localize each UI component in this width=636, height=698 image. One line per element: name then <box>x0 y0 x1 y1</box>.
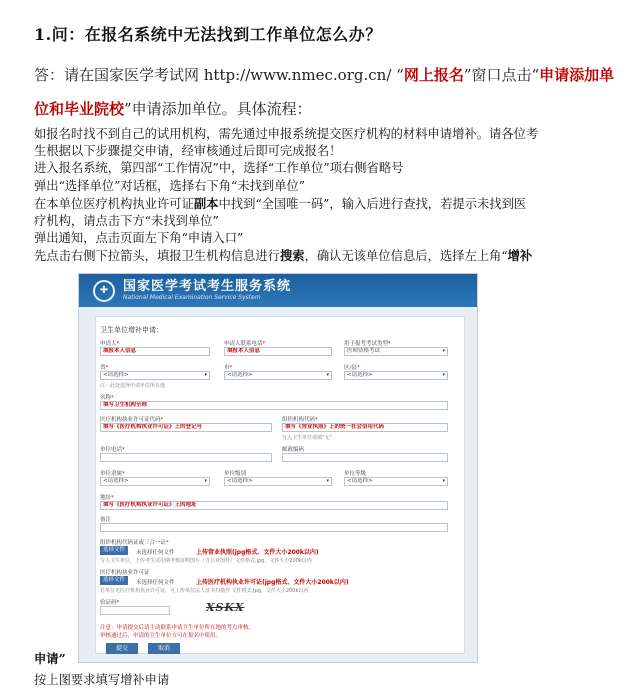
embedded-screenshot <box>78 273 478 663</box>
captcha-image[interactable]: XSKX <box>206 601 245 614</box>
step-line: 进入报名系统，第四部“工作情况”中，选择“工作单位”项右侧省略号 <box>34 161 404 176</box>
step-emphasis: 搜索 <box>279 248 305 264</box>
address-input[interactable]: 填写《医疗机构执业许可证》上的地址 <box>100 501 448 510</box>
affiliation-label: 单位隶属* <box>100 471 125 477</box>
banner-text <box>123 280 291 302</box>
license-code-input[interactable]: 填写《医疗机构执业许可证》上的登记号 <box>100 423 272 432</box>
question-title: 1.问：在报名系统中无法找到工作单位怎么办？ <box>34 25 382 44</box>
attach2-hint: 上传医疗机构执业许可证(jpg格式、文件大小200k以内) <box>196 579 349 586</box>
step-line: 如报名时找不到自己的试用机构，需先通过申报系统提交医疗机构的材料申请增补。请各位考 <box>34 127 539 141</box>
no-file-text: 未选择任何文件 <box>136 550 175 556</box>
step-line: 疗机构，请点击下方“未找到单位” <box>34 214 219 229</box>
continuation-text: 申请” <box>34 651 66 666</box>
step-line: 生根据以下步骤提交申请，经审核通过后即可完成报名！ <box>34 144 342 159</box>
level-label: 单位级别 <box>224 471 247 477</box>
org-code-input[interactable]: 填写《营业执照》上的统一社会信用代码 <box>282 423 448 432</box>
banner-title: 国家医学考试考生服务系统 <box>123 278 292 294</box>
attach1-label: 组织机构代码证或三合一证* <box>100 540 169 546</box>
attach1-hint: 上传营业执照(jpg格式、文件大小200k以内) <box>196 549 319 556</box>
grade-label: 单位等级 <box>344 471 367 477</box>
answer-paragraph <box>34 58 624 126</box>
city-select[interactable]: <请选择> ▾ <box>224 371 332 380</box>
phone-input[interactable]: 填报本人信息 <box>224 347 332 356</box>
remark-input[interactable] <box>100 523 448 532</box>
step-line <box>34 195 624 213</box>
submit-button[interactable]: 提交 <box>106 643 138 654</box>
org-code-note: 写入卫生单位请填“无” <box>282 435 333 441</box>
applicant-input[interactable]: 填报本人信息 <box>100 347 210 356</box>
choose-file-button[interactable]: 选择文件 <box>100 576 128 585</box>
closing-instruction: 按上图要求填写增补申请 <box>34 673 170 687</box>
attach2-note: 若单位无医疗机构执业许可证，可上传单位法人证书扫描件 文件格式.jpg，文件大小200k以内 <box>100 588 309 594</box>
answer-text-3: ”申请添加单位。具体流程： <box>124 100 312 118</box>
postcode-input[interactable] <box>282 453 448 462</box>
unit-name-input[interactable]: 填写卫生机构全称 <box>100 401 448 410</box>
captcha-input[interactable] <box>100 606 170 615</box>
apply-add-unit-link: 申请添加单位和毕业院校 <box>34 66 615 118</box>
grade-select[interactable]: <请选择> ▾ <box>344 477 448 486</box>
address-label: 地址* <box>100 495 114 501</box>
step-line: 弹出通知，点击页面左下角“申请入口” <box>34 231 244 246</box>
attach2-label: 医疗机构执业许可证 <box>100 570 150 576</box>
city-label: 市* <box>224 365 233 371</box>
procedure-steps <box>34 126 624 266</box>
warning-line-1: 注意：申请提交后请主动联系申请卫生单位所在地的考点审核。 <box>100 625 255 631</box>
warning-line-2: 审核通过后，申请的卫生单位方可在报名中使用。 <box>100 633 222 639</box>
province-label: 省* <box>100 365 109 371</box>
step-line: 弹出“选择单位”对话框，选择右下角“未找到单位” <box>34 178 306 193</box>
org-code-label: 组织机构代码* <box>282 417 318 423</box>
postcode-label: 邮政编码 <box>282 447 305 453</box>
online-registration-link: 网上报名 <box>403 66 464 84</box>
system-banner <box>79 274 477 307</box>
step-text: 中找到“全国唯一码”，输入后进行查找，若提示未找到医 <box>218 196 527 211</box>
step-text: ，确认无该单位信息后，选择左上角“ <box>304 249 508 264</box>
step-text: 先点击右侧下拉箭头，填报卫生机构信息进行 <box>34 249 280 264</box>
affiliation-select[interactable]: <请选择> ▾ <box>100 477 210 486</box>
attach1-note: 写入卫生单位，上传考生试用期考核证明图片（含公章图样）文件格式.jpg，文件大小200k以内 <box>100 558 312 564</box>
license-label: 医疗机构执业许可证代码* <box>100 417 164 423</box>
province-select[interactable]: <请选择> ▾ <box>100 371 210 380</box>
answer-text-1: 答：请在国家医学考试网 http://www.nmec.org.cn/ “ <box>34 66 404 84</box>
cancel-button[interactable]: 取消 <box>148 643 180 654</box>
captcha-label: 验证码* <box>100 600 120 606</box>
step-emphasis: 副本 <box>193 195 219 211</box>
form-title: 卫生单位增补申请： <box>100 326 163 334</box>
remark-label: 备注 <box>100 517 112 523</box>
emblem-icon: ✚ <box>93 280 115 302</box>
applicant-label: 申请人* <box>100 341 120 347</box>
unit-phone-label: 单位电话* <box>100 447 125 453</box>
exam-type-select[interactable]: 医师资格考试 ▾ <box>344 347 448 356</box>
district-label: 区/县* <box>344 365 360 371</box>
province-note: 注：此处选择申请单位所在地 <box>100 383 166 389</box>
phone-label: 申请人联系电话* <box>224 341 266 347</box>
district-select[interactable]: <请选择> ▾ <box>344 371 448 380</box>
step-line <box>34 247 624 265</box>
unit-application-form <box>95 316 465 654</box>
exam-type-label: 用于报考考试类型* <box>344 341 391 347</box>
banner-subtitle: National Medical Examination Service System <box>123 293 261 301</box>
no-file-text: 未选择任何文件 <box>136 580 175 586</box>
name-label: 名称* <box>100 395 114 401</box>
answer-text-2: ”窗口点击“ <box>463 66 540 84</box>
choose-file-button[interactable]: 选择文件 <box>100 546 128 555</box>
step-emphasis: 增补 <box>507 248 533 264</box>
step-text: 在本单位医疗机构执业许可证 <box>34 196 194 211</box>
unit-phone-input[interactable] <box>100 453 272 462</box>
level-select[interactable]: <请选择> ▾ <box>224 477 332 486</box>
